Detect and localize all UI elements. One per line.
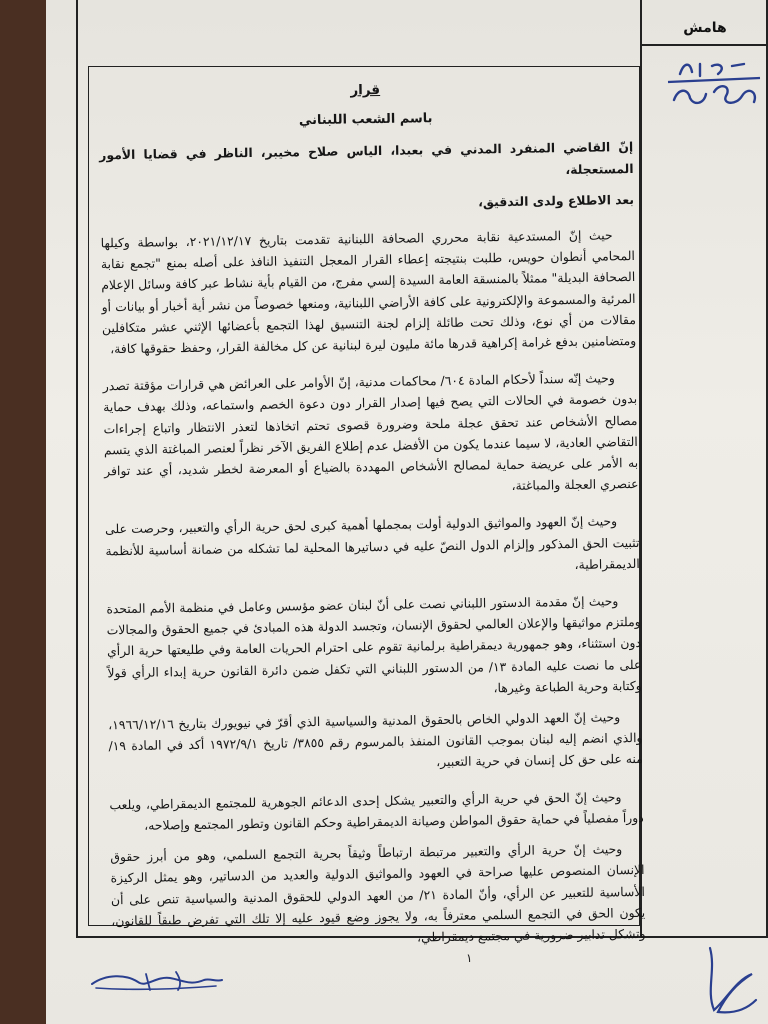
signature-right [696, 940, 766, 1020]
signature-left [86, 960, 226, 1000]
in-name-line: باسم الشعب اللبناني [298, 111, 433, 129]
judge-line: إنّ القاضي المنفرد المدني في بعبدا، الياس صلاح مخيبر، الناظر في قضايا الأمور المستعجلة، [99, 139, 634, 177]
document-page [46, 0, 768, 1024]
paragraph-1: حيث إنّ المستدعية نقابة محرري الصحافة اللبنانية تقدمت بتاريخ ٢٠٢١/١٢/١٧، بواسطة وكيلها المحامي أنطوان حويس، طلبت بنتيجته إعطاء القرار المعجل التنفيذ النافذ على أصله بمنع "تجمع نقابة الصحافة البديلة" ممثلاً بالمنسقة العامة السيدة إلسي مفرج، من القيام بأية نشاط عبر كافة وسائل الإعلام المرئية والمسموعة والإلكترونية على كافة الأراضي اللبنانية، ومنعها خصوصاً من نشر أية أخبار أو بيانات أو مقالات من أي نوع، وذلك تحت طائلة إلزام لجنة التنسيق لهذا التجمع بأعضائها الإثني عشر متكافلين ومتضامنين بدفع غرامة إكراهية قدرها مائة مليون ليرة لبنانية عن كل مخالفة القرار، وحفظ حقوقها كافة، [100, 227, 637, 357]
paragraph-2: وحيث إنّه سنداً لأحكام المادة ٦٠٤/ محاكمات مدنية، إنّ الأوامر على العرائض هي قرارات مؤقتة تصدر بدون خصومة في الحالات التي يصح فيها إصدار القرار دون دعوة الخصم واستماعه، وذلك بهدف حماية مصالح الأشخاص عند تحقق عجلة ملحة وضرورة قصوى تحتم اتخاذها لتعذر الانتظار واتباع إجراءات التقاضي العادية، لا سيما عندما يكون من الأفضل عدم إطلاع الفريق الآخر نظراً لعنصر المباغتة الذي يتسم به الأمر على عريضة حماية لمصالح الأشخاص المهددة بالضياع أو المعرضة لخطر شديد، أي عند توافر عنصري العجلة والمباغتة، [102, 370, 639, 494]
paragraph-7: وحيث إنّ حرية الرأي والتعبير مرتبطة ارتباطاً وثيقاً بحرية التجمع السلمي، وهو من أبرز حقوق الإنسان المنصوص عليها صراحة في العهود والمواثيق الدولية والعديد من الدساتير، وهو يمثل الركيزة الأساسية للتعبير عن الرأي، وأنّ المادة ٢١/ من العهد الدولي للحقوق المدنية والسياسية تنص على أن يكون الحق في التجمع السلمي معترفاً به، ولا يجوز وضع قيود عليه إلا تلك التي تفرض طبقاً للقانون، وتشكل تدابير ضرورية في مجتمع ديمقراطي، [110, 841, 646, 945]
decision-title: قرار [350, 81, 381, 99]
handwritten-case-number [660, 52, 768, 112]
paragraph-3: وحيث إنّ العهود والمواثيق الدولية أولت بمجملها أهمية كبرى لحق حرية الرأي والتعبير، وحرصت على تثبيت الحق المذكور وإلزام الدول النصّ عليه في دساتيرها المحلية لما تشكله من ضمانة أساسية للأنظمة الديمقراطية، [104, 513, 640, 572]
review-line: بعد الاطلاع ولدى التدقيق، [478, 191, 635, 210]
paragraph-4: وحيث إنّ مقدمة الدستور اللبناني نصت على أنّ لبنان عضو مؤسس وعامل في منظمة الأمم المتحدة وملتزم مواثيقها والإعلان العالمي لحقوق الإنسان، وتجسد الدولة هذه المبادئ في جميع الحقوق والمجالات دون استثناء، وهو جمهورية ديمقراطية برلمانية تقوم على احترام الحريات العامة وفي طليعتها حرية الرأي على ما نصت عليه المادة ١٣/ من الدستور اللبناني التي تكفل ضمن دائرة القانون حرية إبداء الرأي قولاً وكتابة وحرية الطباعة وغيرها، [106, 593, 642, 696]
page-number: ١ [466, 951, 473, 965]
paragraph-6: وحيث إنّ الحق في حرية الرأي والتعبير يشكل إحدى الدعائم الجوهرية للمجتمع الديمقراطي، ويلعب دوراً مفصلياً في حماية حقوق المواطن وصيانة الديمقراطية وحكم القانون وتطور المجتمع وإصلاحه، [109, 788, 644, 833]
decision-body [98, 72, 646, 968]
paragraph-5: وحيث إنّ العهد الدولي الخاص بالحقوق المدنية والسياسية الذي أقرّ في نيويورك بتاريخ ١٩٦٦/١٢/١٦، والذي انضم إليه لبنان بموجب القانون المنفذ بالمرسوم رقم ٣٨٥٥/ تاريخ ١٩٧٢/٩/١ أكد في المادة ١٩/ منه على حق كل إنسان في حرية التعبير، [108, 709, 643, 770]
margin-heading: هامش [642, 10, 768, 46]
